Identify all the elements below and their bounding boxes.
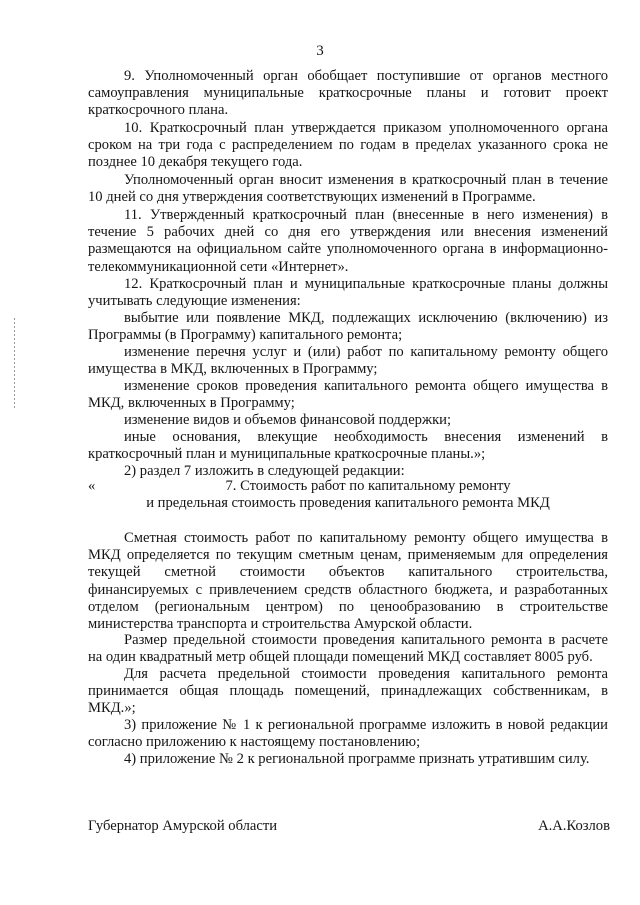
list-item-terms: изменение сроков проведения капитального ремонта общего имущества в МКД, включенных в Программу; xyxy=(88,378,608,412)
paragraph-changes: Уполномоченный орган вносит изменения в краткосрочный план в течение 10 дней со дня утверждения соответствующих изменений в Программе. xyxy=(88,172,608,206)
paragraph-12: 12. Краткосрочный план и муниципальные краткосрочные планы должны учитывать следующие изменения: xyxy=(88,276,608,310)
list-item-other: иные основания, влекущие необходимость внесения изменений в краткосрочный план и муниципальные краткосрочные планы.»; xyxy=(88,429,608,463)
page-number: 3 xyxy=(316,43,324,59)
paragraph-appendix-1: 3) приложение № 1 к региональной программе изложить в новой редакции согласно приложению к настоящему постановлению; xyxy=(88,717,608,751)
paragraph-appendix-2: 4) приложение № 2 к региональной программе признать утратившим силу. xyxy=(124,751,590,767)
paragraph-section-7-intro: 2) раздел 7 изложить в следующей редакции: xyxy=(124,463,405,479)
paragraph-10: 10. Краткосрочный план утверждается приказом уполномоченного органа сроком на три года с распределением по годам в пределах указанного срока не позднее 10 декабря текущего года. xyxy=(88,120,608,171)
paragraph-9: 9. Уполномоченный орган обобщает поступившие от органов местного самоуправления муниципальные краткосрочные планы и готовит проект краткосрочного плана. xyxy=(88,68,608,119)
list-item-removal: выбытие или появление МКД, подлежащих исключению (включению) из Программы (в Программу) капитального ремонта; xyxy=(88,310,608,344)
binding-marks xyxy=(14,318,15,408)
signature-title: Губернатор Амурской области xyxy=(88,818,278,834)
section-heading-line-2: и предельная стоимость проведения капитального ремонта МКД xyxy=(146,495,550,511)
section-heading-line-1: 7. Стоимость работ по капитальному ремонту xyxy=(225,478,511,494)
list-item-support: изменение видов и объемов финансовой поддержки; xyxy=(124,412,452,428)
paragraph-area: Для расчета предельной стоимости проведения капитального ремонта принимается общая площадь помещений, принадлежащих собственникам, в МКД.»; xyxy=(88,666,608,717)
signature-name: А.А.Козлов xyxy=(538,818,610,834)
paragraph-estimate: Сметная стоимость работ по капитальному ремонту общего имущества в МКД определяется по текущим сметным ценам, применяемым для определения текущей сметной стоимости объектов капитального строительства, финансируемых с привлечением средств областного бюджета, и разработанных отделом (региональным центром) по ценообразованию в строительстве министерства транспорта и строительства Амурской области. xyxy=(88,530,608,633)
list-item-services: изменение перечня услуг и (или) работ по капитальному ремонту общего имущества в МКД, включенных в Программу; xyxy=(88,344,608,378)
paragraph-max-cost: Размер предельной стоимости проведения капитального ремонта в расчете на один квадратный метр общей площади помещений МКД составляет 8005 руб. xyxy=(88,632,608,666)
quote-open-mark: « xyxy=(88,478,96,494)
paragraph-11: 11. Утвержденный краткосрочный план (внесенные в него изменения) в течение 5 рабочих дней со дня его утверждения или внесения изменений размещаются на официальном сайте уполномоченного органа в информационно-телекоммуникационной сети «Интернет». xyxy=(88,207,608,275)
